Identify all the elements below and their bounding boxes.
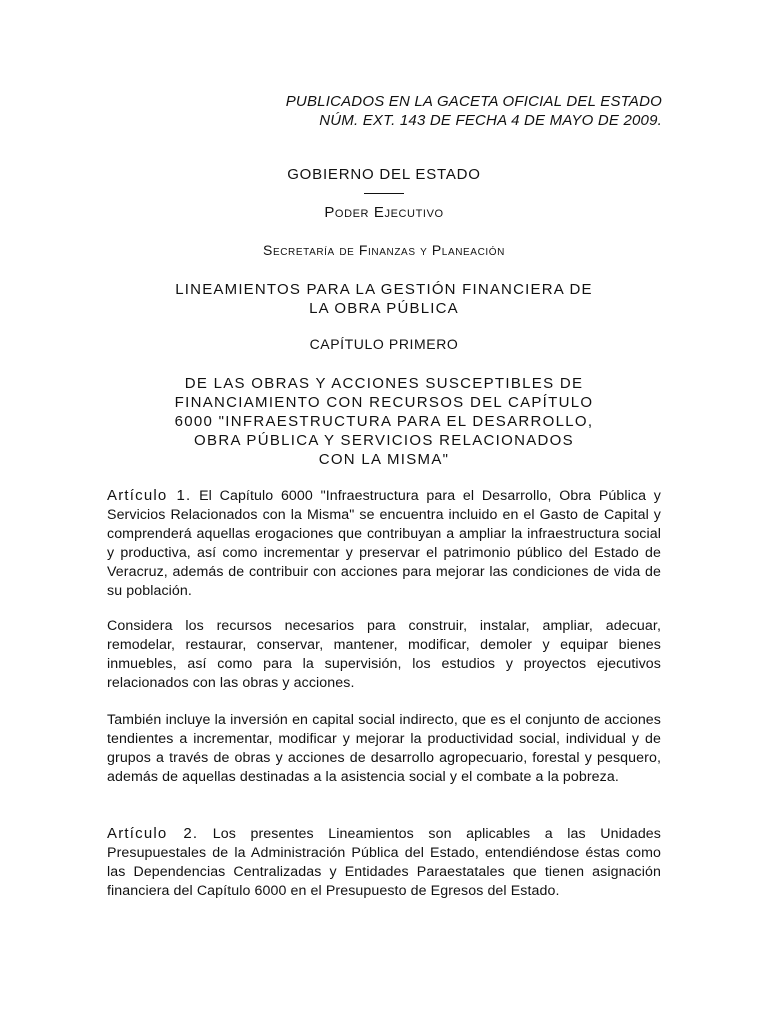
- document-title: [0, 280, 768, 318]
- chapter-title-line-5: CON LA MISMA": [318, 451, 450, 468]
- article-1-paragraph: [107, 486, 661, 601]
- chapter-heading: CAPÍTULO PRIMERO: [309, 336, 459, 352]
- article-2-label: Artículo 2.: [107, 825, 199, 842]
- document-title-line-1: LINEAMIENTOS PARA LA GESTIÓN FINANCIERA DE: [175, 281, 593, 298]
- body-paragraph-3: También incluye la inversión en capital social indirecto, que es el conjunto de acciones tendientes a incrementar, modificar y mejorar la productividad social, individual y de grupos a través de obras y acciones de desarrollo agropecuario, forestal y pesquero, además de aquellas destinadas a la asistencia social y el combate a la pobreza.: [107, 712, 661, 785]
- chapter-title: [0, 374, 768, 469]
- heading-divider: [364, 193, 404, 194]
- publication-line-1: PUBLICADOS EN LA GACETA OFICIAL DEL ESTADO: [285, 93, 662, 110]
- government-heading: GOBIERNO DEL ESTADO: [287, 166, 481, 183]
- publication-line-2: NÚM. EXT. 143 DE FECHA 4 DE MAYO DE 2009.: [319, 112, 662, 129]
- body-paragraph-2: Considera los recursos necesarios para construir, instalar, ampliar, adecuar, remodelar, restaurar, conservar, mantener, modificar, demoler y equipar bienes inmuebles, así como para la supervisión, los estudios y proyectos ejecutivos relacionados con las obras y acciones.: [107, 618, 661, 691]
- chapter-title-line-1: DE LAS OBRAS Y ACCIONES SUSCEPTIBLES DE: [184, 375, 584, 392]
- executive-branch-heading: Poder Ejecutivo: [324, 204, 444, 221]
- article-1-text: El Capítulo 6000 "Infraestructura para el Desarrollo, Obra Pública y Servicios Relacionados con la Misma" se encuentra incluido en el Gasto de Capital y comprenderá aquellas erogaciones que contribuyan a ampliar la infraestructura social y productiva, así como incrementar y preservar el patrimonio público del Estado de Veracruz, además de contribuir con acciones para mejorar las condiciones de vida de su población.: [107, 488, 661, 599]
- publication-notice: [286, 92, 662, 130]
- chapter-title-line-3: 6000 "INFRAESTRUCTURA PARA EL DESARROLLO,: [174, 413, 594, 430]
- article-2-paragraph: [107, 824, 661, 901]
- chapter-title-line-4: OBRA PÚBLICA Y SERVICIOS RELACIONADOS: [194, 432, 574, 449]
- article-2-text: Los presentes Lineamientos son aplicables a las Unidades Presupuestales de la Administración Pública del Estado, entendiéndose éstas como las Dependencias Centralizadas y Entidades Paraestatales que tienen asignación financiera del Capítulo 6000 en el Presupuesto de Egresos del Estado.: [107, 826, 661, 899]
- chapter-title-line-2: FINANCIAMIENTO CON RECURSOS DEL CAPÍTULO: [174, 394, 594, 411]
- secretariat-heading: Secretaría de Finanzas y Planeación: [263, 242, 505, 258]
- document-title-line-2: LA OBRA PÚBLICA: [309, 300, 459, 317]
- article-1-label: Artículo 1.: [107, 487, 192, 504]
